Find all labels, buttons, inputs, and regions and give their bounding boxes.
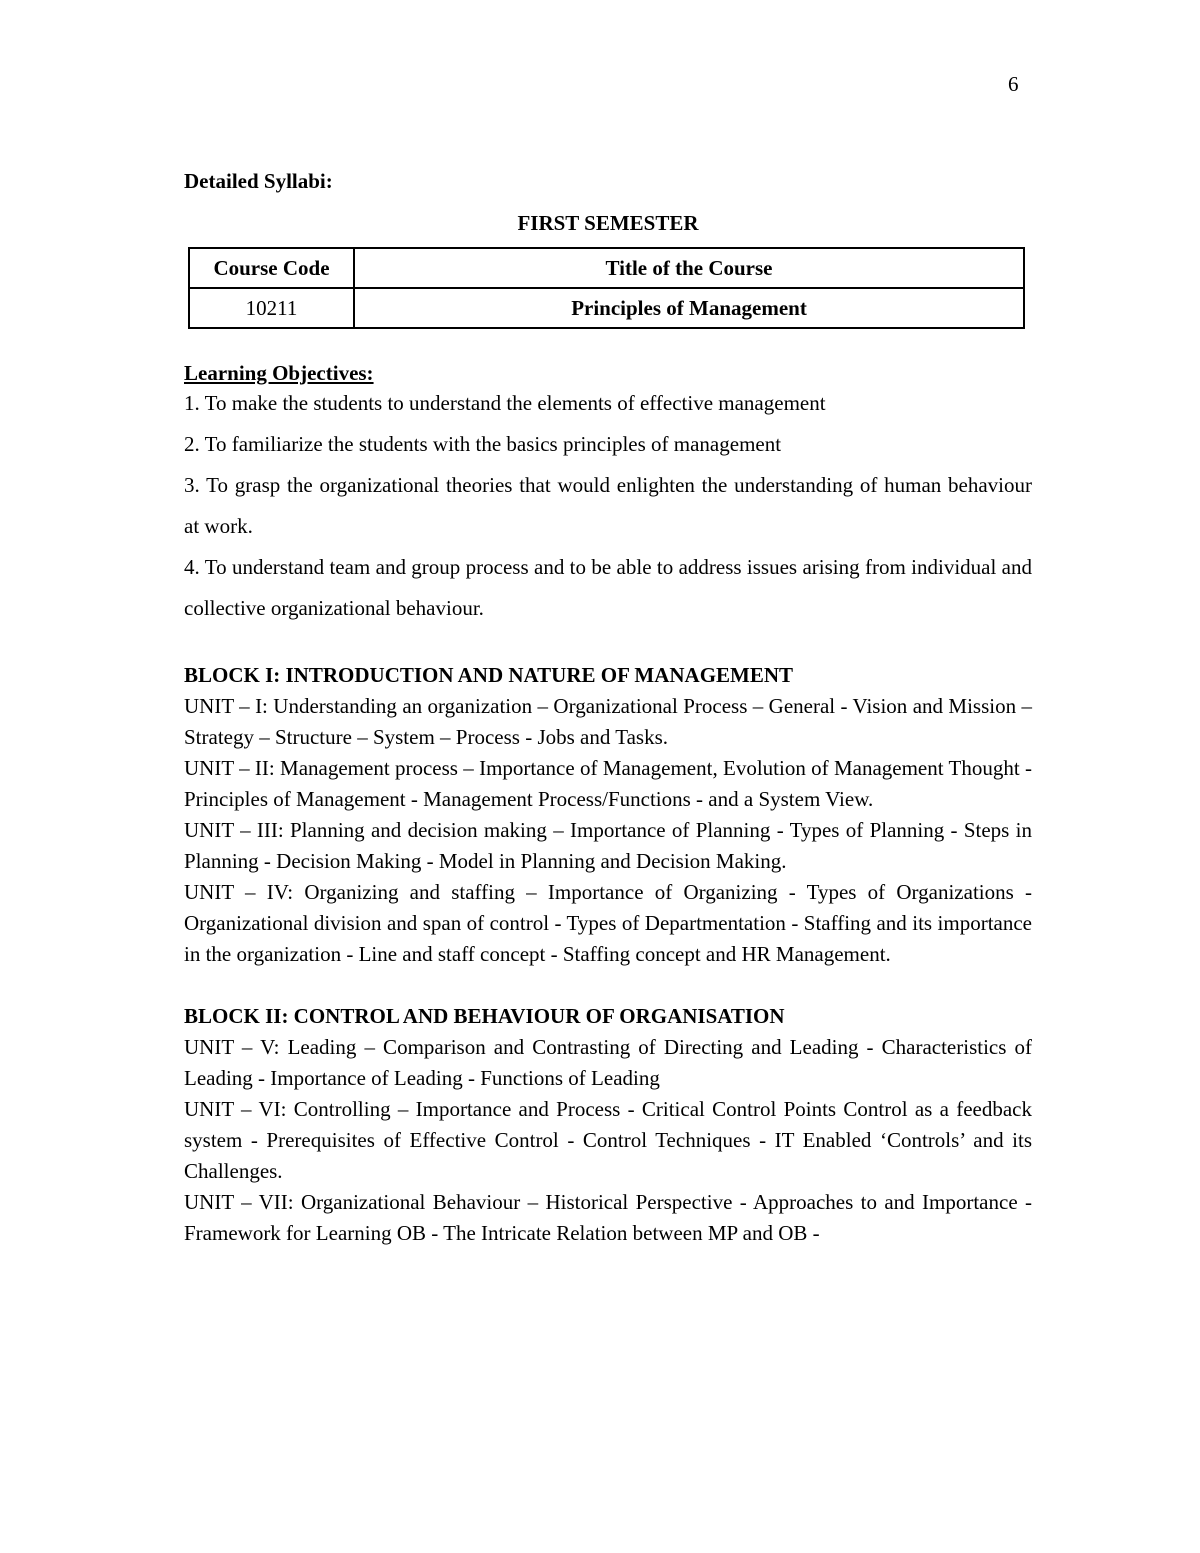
course-title-cell: Principles of Management [354, 288, 1024, 328]
unit-paragraph: UNIT – V: Leading – Comparison and Contrasting of Directing and Leading - Characteristics of Leading - Importance of Leading - Functions of Leading [184, 1035, 1032, 1090]
unit-paragraph: UNIT – VII: Organizational Behaviour – Historical Perspective - Approaches to and Importance - Framework for Learning OB - The Intricate Relation between MP and OB - [184, 1190, 1032, 1245]
objective-item: 3. To grasp the organizational theories that would enlighten the understanding of human behaviour at work. [184, 473, 1032, 538]
block-title: BLOCK II: CONTROL AND BEHAVIOUR OF ORGANISATION [184, 1004, 785, 1028]
table-row [189, 288, 1024, 328]
objective-item: 1. To make the students to understand the elements of effective management [184, 391, 826, 415]
detailed-syllabi-heading: Detailed Syllabi: [184, 169, 333, 193]
blocks-section [184, 660, 1032, 1249]
course-code-cell: 10211 [189, 288, 354, 328]
objective-item: 2. To familiarize the students with the basics principles of management [184, 432, 782, 456]
page-number: 6 [1008, 72, 1019, 96]
table-header-row [189, 248, 1024, 288]
unit-paragraph: UNIT – VI: Controlling – Importance and Process - Critical Control Points Control as a feedback system - Prerequisites of Effective Control - Control Techniques - IT Enabled ‘Controls’ and its Challenges. [184, 1097, 1032, 1183]
block-title: BLOCK I: INTRODUCTION AND NATURE OF MANAGEMENT [184, 663, 794, 687]
semester-heading: FIRST SEMESTER [517, 211, 699, 235]
unit-paragraph: UNIT – II: Management process – Importance of Management, Evolution of Management Thought - Principles of Management - Management Process/Functions - and a System View. [184, 756, 1032, 811]
header-course-title: Title of the Course [354, 248, 1024, 288]
unit-paragraph: UNIT – I: Understanding an organization – Organizational Process – General - Vision and Mission – Strategy – Structure – System – Process - Jobs and Tasks. [184, 694, 1032, 749]
block-spacer [184, 970, 1032, 1001]
page-content [184, 168, 1032, 1245]
learning-objectives-section [184, 360, 1032, 629]
header-course-code: Course Code [189, 248, 354, 288]
course-table [188, 247, 1025, 329]
learning-objectives-title: Learning Objectives: [184, 361, 374, 385]
unit-paragraph: UNIT – IV: Organizing and staffing – Importance of Organizing - Types of Organizations - Organizational division and span of control - Types of Departmentation - Staffing and its importance in the organization - Line and staff concept - Staffing concept and HR Management. [184, 880, 1032, 966]
objective-item: 4. To understand team and group process and to be able to address issues arising from individual and collective organizational behaviour. [184, 555, 1032, 620]
unit-paragraph: UNIT – III: Planning and decision making – Importance of Planning - Types of Planning - Steps in Planning - Decision Making - Model in Planning and Decision Making. [184, 818, 1032, 873]
